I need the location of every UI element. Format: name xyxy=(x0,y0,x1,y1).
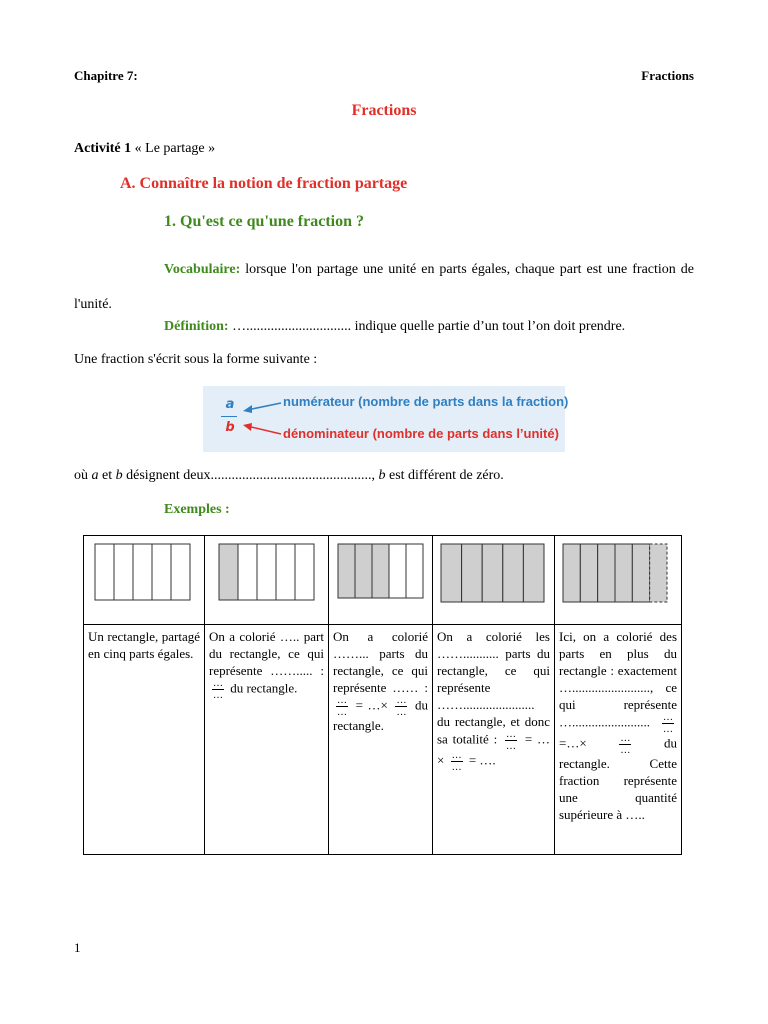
vocabulary-text: lorsque l'on partage une unité en parts égales, chaque part est une fraction de l'unité. xyxy=(74,262,694,312)
blank-part xyxy=(406,544,423,598)
chapter-label: Chapitre 7: xyxy=(74,68,138,83)
example-3-equals: = …× xyxy=(355,697,388,713)
blank-part xyxy=(152,544,171,600)
blank-part xyxy=(95,544,114,600)
vocabulary-label: Vocabulaire: xyxy=(164,262,241,277)
blank-part xyxy=(389,544,406,598)
ou-b: b xyxy=(115,468,123,483)
example-4-text: On a colorié les ……........... parts du rectangle, ce qui représente ……...................... du rectangle, et donc sa totalité : xyxy=(437,629,550,747)
activity-label: Activité 1 xyxy=(74,141,132,156)
fraction-blank: $\frac{\dots}{\dots}$ xyxy=(620,733,631,756)
examples-table xyxy=(83,535,682,855)
fraction-diagram xyxy=(203,386,569,452)
chapter-topic: Fractions xyxy=(641,68,694,83)
example-4-equals: = … × xyxy=(437,731,550,768)
shaded-part xyxy=(563,544,580,602)
rectangle-picture xyxy=(214,542,316,604)
ou-a: a xyxy=(91,468,99,483)
ou-b2: b xyxy=(378,468,386,483)
blank-part xyxy=(114,544,133,600)
rectangle-picture xyxy=(561,542,673,604)
example-picture-cell xyxy=(555,536,682,625)
shaded-part xyxy=(482,544,503,602)
example-text-cell xyxy=(84,625,205,855)
example-text-cell xyxy=(555,625,682,855)
example-2-text: On a colorié ….. part du rectangle, ce qui représente ……..... : xyxy=(209,629,324,678)
example-picture-cell xyxy=(329,536,433,625)
rectangle-picture xyxy=(336,542,426,604)
blank-part xyxy=(171,544,190,600)
example-5-equals: =…× xyxy=(559,735,587,751)
ou-suffix: est différent de zéro. xyxy=(388,468,504,483)
shaded-part xyxy=(632,544,649,602)
example-5-text-end: du rectangle. Cette fraction représente une quantité supérieure à ….. xyxy=(559,735,678,822)
numerator-letter: a xyxy=(225,397,235,412)
shaded-part xyxy=(462,544,483,602)
example-picture-cell xyxy=(433,536,555,625)
blank-part xyxy=(295,544,314,600)
examples-label: Exemples : xyxy=(164,502,230,517)
blank-part xyxy=(276,544,295,600)
form-sentence: Une fraction s'écrit sous la forme suivante : xyxy=(74,352,318,367)
shaded-part xyxy=(503,544,524,602)
example-picture-cell xyxy=(205,536,329,625)
rectangle-picture xyxy=(439,542,547,604)
activity-name: « Le partage » xyxy=(134,141,216,156)
denominator-caption: dénominateur (nombre de parts dans l’unité) xyxy=(283,426,559,441)
section-a-heading: A. Connaître la notion de fraction partage xyxy=(120,175,408,192)
numerator-caption: numérateur (nombre de parts dans la fraction) xyxy=(283,394,569,409)
definition-label: Définition: xyxy=(164,319,229,334)
page-title: Fractions xyxy=(351,102,417,119)
example-picture-cell xyxy=(84,536,205,625)
vocabulary-paragraph xyxy=(74,252,694,322)
fraction-blank: $\frac{\dots}{\dots}$ xyxy=(451,750,462,773)
shaded-part xyxy=(650,544,667,602)
example-text-cell xyxy=(205,625,329,855)
shaded-part xyxy=(219,544,238,600)
example-text-cell xyxy=(433,625,555,855)
shaded-part xyxy=(523,544,544,602)
example-3-text-end: du rectangle. xyxy=(333,697,429,733)
definition-text: indique quelle partie d’un tout l’on doit prendre. xyxy=(354,319,626,334)
definition-line xyxy=(164,319,625,335)
blank-part xyxy=(257,544,276,600)
shaded-part xyxy=(598,544,615,602)
example-2-text-end: du rectangle. xyxy=(230,680,298,696)
ou-et: et xyxy=(102,468,113,483)
shaded-part xyxy=(355,544,372,598)
example-4-equals-2: = …. xyxy=(468,752,496,768)
shaded-part xyxy=(615,544,632,602)
shaded-part xyxy=(338,544,355,598)
blank-part xyxy=(133,544,152,600)
rectangle-picture xyxy=(93,542,193,604)
definition-blank: ….............................. xyxy=(232,319,352,334)
ou-prefix: où xyxy=(74,468,88,483)
shaded-part xyxy=(580,544,597,602)
shaded-part xyxy=(372,544,389,598)
example-3-text: On a colorié ……... parts du rectangle, ce qui représente …… : xyxy=(333,629,428,695)
ou-sentence xyxy=(74,468,504,484)
example-1-text: Un rectangle, partagé en cinq parts égales. xyxy=(88,629,200,661)
example-5-text: Ici, on a colorié des parts en plus du rectangle : exactement …........................, ce qui représente …........................ xyxy=(559,629,677,730)
fraction-bar xyxy=(221,416,237,417)
shaded-part xyxy=(441,544,462,602)
activity-heading xyxy=(74,141,215,157)
section-1-heading: 1. Qu'est ce qu'une fraction ? xyxy=(164,213,364,230)
fraction-blank: $\frac{\dots}{\dots}$ xyxy=(663,712,673,735)
blank-part xyxy=(238,544,257,600)
fraction-blank: $\frac{\dots}{\dots}$ xyxy=(213,678,223,701)
page-number: 1 xyxy=(74,940,81,955)
fraction-blank: $\frac{\dots}{\dots}$ xyxy=(506,729,517,752)
example-text-cell xyxy=(329,625,433,855)
fraction-blank: $\frac{\dots}{\dots}$ xyxy=(337,695,347,718)
ou-middle: désignent deux.............................................., xyxy=(126,468,375,483)
denominator-letter: b xyxy=(225,420,235,435)
fraction-blank: $\frac{\dots}{\dots}$ xyxy=(396,695,407,718)
